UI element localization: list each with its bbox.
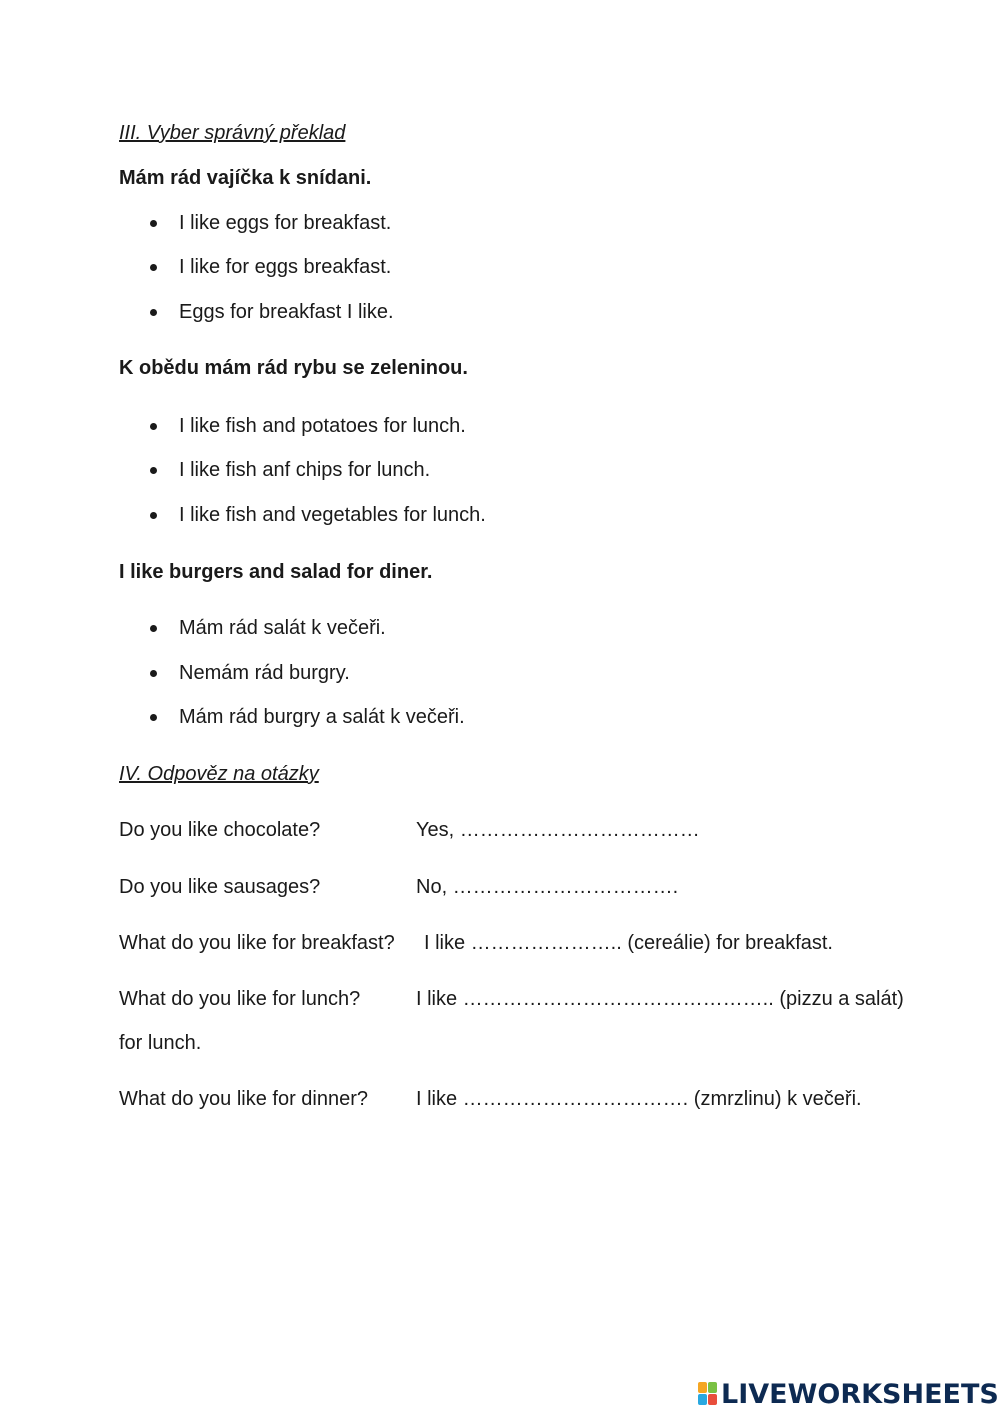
qa-answer-field-1[interactable]: Yes, ……………………………… — [416, 819, 700, 841]
option-3-3[interactable]: Mám rád burgry a salát k večeři. — [150, 707, 550, 729]
question-2-prompt: K obědu mám rád rybu se zeleninou. — [119, 357, 468, 379]
bullet-icon — [150, 220, 157, 227]
qa-question-3: What do you like for breakfast? — [119, 932, 395, 954]
qa-question-4: What do you like for lunch? — [119, 988, 361, 1010]
option-2-3[interactable]: I like fish and vegetables for lunch. — [150, 505, 550, 527]
option-2-1[interactable]: I like fish and potatoes for lunch. — [150, 416, 550, 438]
qa-question-1: Do you like chocolate? — [119, 819, 321, 841]
qa-answer-field-3[interactable]: I like ………………….. (cereálie) for breakfast. — [424, 932, 833, 954]
bullet-icon — [150, 309, 157, 316]
qa-answer-field-4[interactable]: I like ……………………………………….. (pizzu a salát) — [416, 988, 904, 1010]
qa-answer-field-2[interactable]: No, ……………………………. — [416, 876, 679, 898]
section-3-heading: III. Vyber správný překlad — [119, 122, 346, 144]
option-1-2[interactable]: I like for eggs breakfast. — [150, 257, 550, 279]
bullet-icon — [150, 512, 157, 519]
bullet-icon — [150, 625, 157, 632]
bullet-icon — [150, 423, 157, 430]
qa-answer-field-5[interactable]: I like ……………………………. (zmrzlinu) k večeři. — [416, 1088, 862, 1110]
qa-question-5: What do you like for dinner? — [119, 1088, 369, 1110]
section-4-heading: IV. Odpověz na otázky — [119, 763, 319, 785]
bullet-icon — [150, 264, 157, 271]
option-3-2[interactable]: Nemám rád burgry. — [150, 663, 550, 685]
liveworksheets-logo-text: LIVEWORKSHEETS — [721, 1378, 999, 1410]
bullet-icon — [150, 467, 157, 474]
question-1-prompt: Mám rád vajíčka k snídani. — [119, 167, 372, 189]
option-1-3[interactable]: Eggs for breakfast I like. — [150, 302, 550, 324]
option-3-1[interactable]: Mám rád salát k večeři. — [150, 618, 550, 640]
option-2-2[interactable]: I like fish anf chips for lunch. — [150, 460, 550, 482]
liveworksheets-logo-icon — [698, 1382, 718, 1406]
qa-question-2: Do you like sausages? — [119, 876, 321, 898]
question-3-prompt: I like burgers and salad for diner. — [119, 561, 433, 583]
option-1-1[interactable]: I like eggs for breakfast. — [150, 213, 550, 235]
liveworksheets-logo — [698, 1380, 999, 1408]
qa-answer-4-continuation: for lunch. — [119, 1032, 202, 1054]
bullet-icon — [150, 714, 157, 721]
bullet-icon — [150, 670, 157, 677]
